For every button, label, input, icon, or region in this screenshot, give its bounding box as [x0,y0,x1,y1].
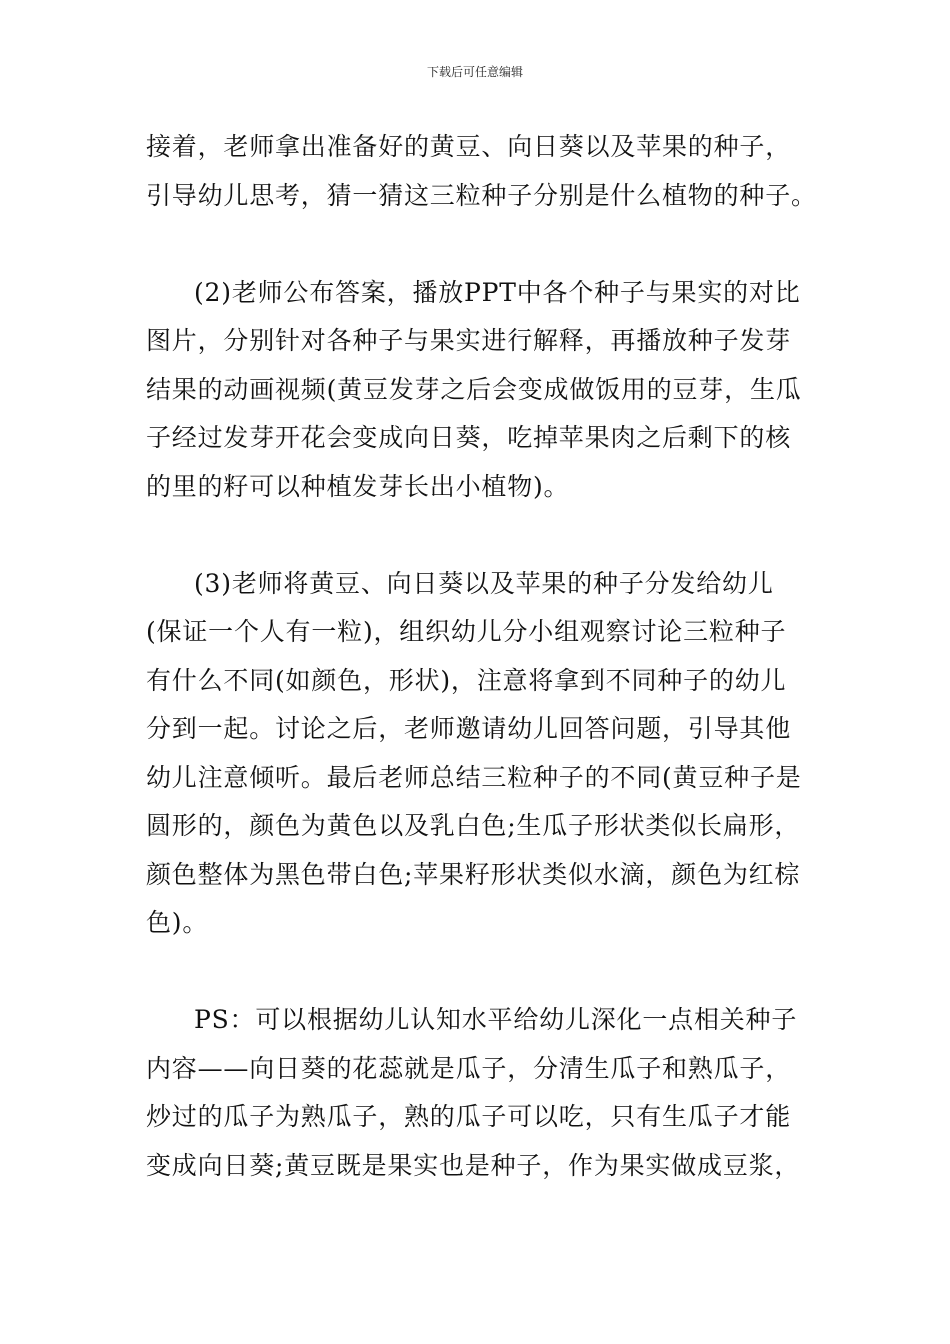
page-header: 下载后可任意编辑 [426,65,523,79]
paragraph-line: 色)。 [146,908,209,937]
paragraph-line: 幼儿注意倾听。最后老师总结三粒种子的不同(黄豆种子是 [146,762,802,792]
paragraph-line: 结果的动画视频(黄豆发芽之后会变成做饭用的豆芽，生瓜 [146,374,802,404]
paragraph-step-3 [146,560,816,948]
paragraph-line: PS：可以根据幼儿认知水平给幼儿深化一点相关种子 [194,1005,798,1034]
paragraph-ps-note [146,996,816,1190]
paragraph-line: 内容——向日葵的花蕊就是瓜子，分清生瓜子和熟瓜子， [146,1053,792,1083]
document-body [146,123,816,1190]
paragraph-line: (3)老师将黄豆、向日葵以及苹果的种子分发给幼儿 [194,568,774,598]
paragraph-gap [146,511,816,560]
paragraph-line: 有什么不同(如颜色，形状)，注意将拿到不同种子的幼儿 [146,665,787,695]
paragraph-step-2 [146,269,816,512]
paragraph-line: 引导幼儿思考，猜一猜这三粒种子分别是什么植物的种子。 [146,180,817,210]
paragraph-line: 圆形的，颜色为黄色以及乳白色;生瓜子形状类似长扁形， [146,811,801,840]
paragraph-intro [146,123,816,220]
paragraph-gap [146,948,816,997]
paragraph-line: 分到一起。讨论之后，老师邀请幼儿回答问题，引导其他 [146,714,792,743]
paragraph-gap [146,220,816,269]
paragraph-line: 接着，老师拿出准备好的黄豆、向日葵以及苹果的种子， [146,132,792,161]
paragraph-line: 颜色整体为黑色带白色;苹果籽形状类似水滴，颜色为红棕 [146,859,801,889]
paragraph-line: (2)老师公布答案，播放PPT中各个种子与果实的对比 [194,277,801,307]
paragraph-line: 子经过发芽开花会变成向日葵，吃掉苹果肉之后剩下的核 [146,423,792,452]
paragraph-line: 的里的籽可以种植发芽长出小植物)。 [146,471,570,501]
paragraph-line: 变成向日葵;黄豆既是果实也是种子，作为果实做成豆浆， [146,1150,801,1180]
paragraph-line: 炒过的瓜子为熟瓜子，熟的瓜子可以吃，只有生瓜子才能 [146,1102,792,1131]
paragraph-line: (保证一个人有一粒)，组织幼儿分小组观察讨论三粒种子 [146,617,787,646]
paragraph-line: 图片，分别针对各种子与果实进行解释，再播放种子发芽 [146,326,792,355]
